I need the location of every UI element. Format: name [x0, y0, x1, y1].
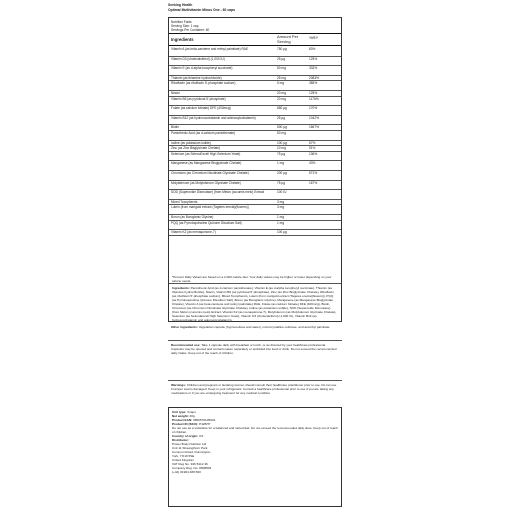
origin-value: US [199, 434, 204, 439]
distributor-line: VAT Reg No. 946 5412 46 [172, 462, 208, 467]
distributor-line: Common Road, Dunnington, [172, 450, 212, 455]
nutrient-rda: 43% [309, 161, 316, 166]
nutrient-rda: 83% [309, 47, 316, 51]
row-divider [169, 235, 341, 236]
distributor-label: Distributor: [172, 438, 189, 443]
nutrient-name: Vitamin D3 (cholecalciferol) (1,000 IU) [171, 56, 225, 61]
nutrient-rda: 167% [309, 180, 318, 185]
nutrient-amount: 75 µg [277, 180, 286, 185]
warnings-text: Children and pregnant or lactating women should consult their healthcare practitioner prior to use. Do not use if tamper seal is damaged. Keep in your refrigerator. Consult a healthcare professional prior to use if you are taking any medications or if you are undergoing treatment for any medical condition. [171, 383, 337, 396]
other-label: Other ingredients: [171, 325, 198, 329]
info-value: 0850579105934 [192, 418, 216, 423]
footnote: *Percent Daily Values are based on a 2,000 calorie diet. Your daily values may be higher or lower depending on your calorie needs. [172, 275, 332, 284]
info-value: Vcaps [187, 410, 196, 414]
servings-per-container: Servings Per Container: 60 [171, 28, 210, 32]
nutrient-amount: 100 µg [277, 230, 287, 235]
nutrient-amount: 1 mg [277, 220, 285, 225]
nutrient-name: Chromium (as Chromium Nicotinate Glycinate Chelate) [171, 171, 249, 175]
nutrient-amount: 20 mg [277, 96, 286, 101]
distributor-line: Company Reg. No. 8908802 [172, 466, 212, 471]
info-value: P42BH7 [199, 422, 211, 427]
nutrient-name: Vitamin K2 (as menaquinone-7) [171, 230, 216, 235]
info-label: Net weight: [172, 414, 189, 419]
nutrient-amount: 25 µg [277, 56, 286, 61]
nutrient-name: Vitamin A (as beta-carotene and retinyl palmitate) RAE [171, 47, 249, 51]
nutrient-rda: 91% [309, 146, 316, 151]
divider [169, 45, 341, 46]
distributor-line: United Kingdom [172, 458, 195, 463]
product-title: Optimal Multivitamin Minus One - 60 caps [168, 7, 236, 12]
nutrient-amount: 500 µg [277, 125, 287, 130]
other-text: Vegetarian capsule (hypromellose and water), microcrystalline cellulose, and ascorbyl palmitate. [198, 325, 331, 329]
supplement-label [168, 0, 342, 510]
ingredients-text: Pantothenic Acid (as d-calcium pantothenate), Vitamin E (as d-alpha tocopheryl succinate), Thiamin (as thiamine hydrochloride), Niacin, Vitamin B6 (as pyridoxal 5'-phosphate), Zinc (as Zinc Bisglycinate Chelate), Riboflavin (as riboflavin 5'-phosphate sodium), Mixed Tocopherols, Lutein (from marigold extract (Tagetes erecta)(flowers)), PQQ (as Pyrroloquinoline Quinone Disodium Salt), Boron (as Boroglanic Glycine), Manganese (as Manganese Bisglycinate Chelate), Vitamin A (as beta-carotene and retinyl palmitate) RAE, Folate (as calcium folinate) DFE (400mcg), Biotin, Chromium (as Chromium Nicotinate Glycinate Chelate), Iodine (as potassium iodide), SOD (Superoxide Dismutase) (from Melon (cucumis melo) Extract, Vitamin K2 (as menaquinone-7), Molybdenum (as Molybdenum Glycinate Chelate), Selenium (as SelenoExcell High Selenium Yeast), Vitamin D3 (cholecalciferol) (1,000 IU), Vitamin B12 (as hydroxocobalamin and adenosylcobalamin). [172, 286, 337, 323]
nutrient-amount: 20 mg [277, 91, 286, 95]
origin-label: Country of origin: [172, 434, 199, 439]
nutrient-name: PQQ (as Pyrroloquinoline Quinone Disodium Salt) [171, 220, 242, 225]
nutrient-rda: 125% [309, 56, 318, 61]
other-ingredients [171, 325, 337, 329]
nutrient-name: Pantothenic Acid (as d-calcium pantothenate) [171, 131, 236, 135]
nutrient-name: Vitamin E (as d-alpha tocopheryl succinate) [171, 66, 233, 71]
nutrient-amount: 5 mg [277, 81, 285, 86]
col-ingredients: Ingredients [171, 37, 194, 42]
nutrient-name: Riboflavin (as riboflavin 5'-phosphate sodium) [171, 81, 236, 86]
nutrient-rda: 1176% [309, 96, 319, 101]
distributor-line: Power Body Nutrition Ltd [172, 442, 207, 447]
distributor-line: (+44) 01904 488 500 [172, 470, 201, 475]
use-text: Take 1 capsule daily with breakfast or lunch, or as directed by your healthcare professional. Capsules may be opened and contents taken separately or sprinkled into food or drink. Do not exceed the recommended daily intake. Keep out of the reach of children. [171, 343, 337, 356]
nutrient-amount: 25 µg [277, 115, 286, 120]
nutrient-name: Vitamin B6 (as pyridoxal 5'-phosphate) [171, 96, 226, 101]
warnings-label: Warnings: [171, 383, 187, 387]
nutrient-name: Zinc (as Zinc Bisglycinate Chelate) [171, 146, 221, 151]
nutrient-amount: 3 mg [277, 199, 285, 204]
nutrient-name: Lutein (from marigold extract (Tagetes erecta)(flowers)) [171, 205, 249, 210]
nutrient-name: Niacin [171, 91, 180, 95]
info-label: Product EAN: [172, 418, 193, 423]
nutrient-rda: 333% [309, 66, 318, 71]
nutrient-name: Molybdenum (as Molybdenum Glycinate Chelate) [171, 180, 241, 185]
nutrient-amount: 100 IU [277, 190, 287, 195]
nutrient-name: SOD (Superoxide Dismutase) (from Melon (cucumis melo) Extract [171, 190, 265, 195]
nutrient-name: Iodine (as potassium iodide) [171, 140, 211, 145]
facts-box [168, 17, 342, 322]
nutrient-amount: 1 mg [277, 161, 285, 166]
ingredients-label: Ingredients: [172, 286, 190, 290]
nutrient-amount: 680 µg [277, 106, 287, 111]
nutrient-rda: 136% [309, 151, 318, 156]
nutrient-name: Selenium (as SelenoExcell High Selenium Yeast) [171, 151, 241, 156]
nutrient-rda: 571% [309, 171, 318, 175]
info-label: Unit type: [172, 410, 187, 414]
nutrient-rda: 1667% [309, 125, 319, 130]
warnings [171, 383, 337, 395]
nutrient-amount: 10 mg [277, 146, 286, 151]
product-info [172, 410, 340, 474]
nutrient-name: Folate (as calcium folinate) DFE (400mcg) [171, 106, 231, 111]
recommended-use [171, 343, 337, 355]
use-label: Recommended use: [171, 343, 201, 347]
divider [169, 283, 341, 284]
nutrient-name: Biotin [171, 125, 179, 130]
nutrient-amount: 750 µg [277, 47, 287, 51]
serving-size: Serving Size: 1 cap [171, 24, 199, 28]
nutrient-amount: 50 mg [277, 131, 286, 135]
nutrient-rda: 2083% [309, 75, 319, 80]
nutrient-amount: 100 µg [277, 140, 287, 145]
nutrient-amount: 25 mg [277, 75, 286, 80]
info-value: 40g [189, 414, 195, 419]
col-amount: Amount Per Serving [277, 34, 299, 44]
nutrient-name: Boron (as Boroglanic Glycine) [171, 215, 214, 219]
product-info-box [168, 407, 342, 507]
nutrient-amount: 75 µg [277, 151, 286, 156]
nutrient-rda: 170% [309, 106, 318, 111]
nutrient-amount: 200 µg [277, 171, 287, 175]
product-note: Do not use as a substitute for a balanced and varied diet. Do not exceed the recommended daily dose. Keep out of reach of children. [172, 426, 338, 435]
divider [168, 340, 342, 341]
ingredients-section [172, 286, 338, 322]
divider [169, 33, 341, 34]
nutrient-rda: 125% [309, 91, 318, 95]
divider [168, 380, 342, 381]
nutrient-name: Thiamin (as thiamine hydrochloride) [171, 75, 222, 80]
info-label: Product ID (SKU): [172, 422, 199, 427]
nutrient-amount: 50 mg [277, 66, 286, 71]
brand-name: Seeking Health [168, 3, 193, 7]
nutrient-name: Manganese (as Manganese Bisglycinate Chelate) [171, 161, 242, 166]
nutrient-rda: 1042% [309, 115, 319, 120]
col-rda: %RI* [309, 35, 319, 40]
nutrient-name: Mixed Tocopherols [171, 199, 198, 204]
nutrient-name: Vitamin B12 (as hydroxocobalamin and adenosylcobalamin) [171, 115, 256, 120]
nutrient-rda: 385% [309, 81, 318, 86]
nutrient-rda: 67% [309, 140, 316, 145]
distributor-line: York, YO19 5SE [172, 454, 195, 459]
facts-title: Nutrition Facts [171, 20, 192, 24]
distributor-line: Unit 11 Shaungthorn Park [172, 446, 208, 451]
nutrient-amount: 1 mg [277, 215, 285, 219]
nutrient-amount: 3 mg [277, 205, 285, 210]
